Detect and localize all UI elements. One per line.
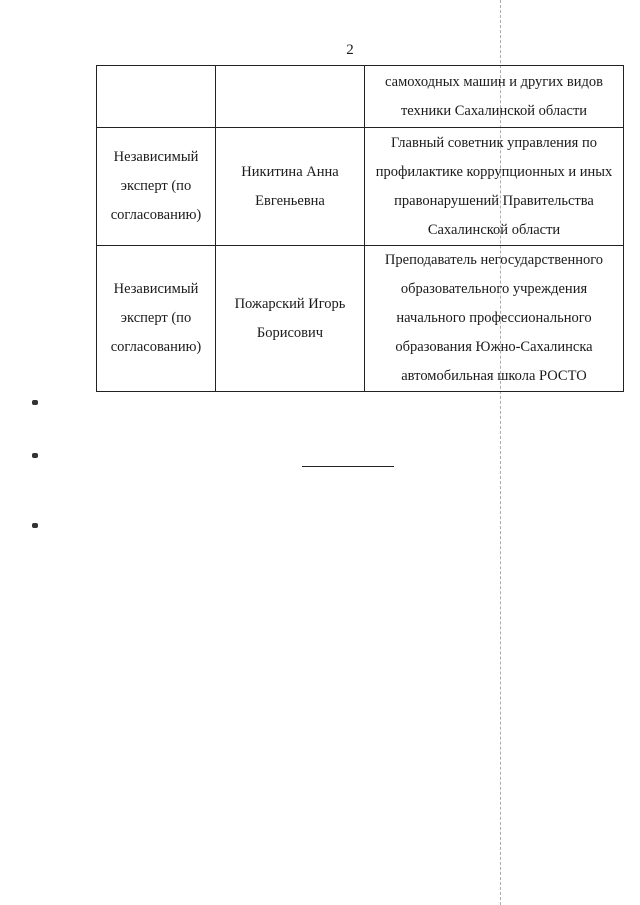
position-cell: Главный советник управления по профилактике коррупционных и иных правонарушений Правительства Сахалинской области	[365, 128, 624, 246]
scan-speck	[32, 400, 38, 405]
page-number: 2	[346, 42, 354, 58]
role-cell: Независимый эксперт (по согласованию)	[97, 128, 216, 246]
name-cell: Пожарский Игорь Борисович	[216, 246, 365, 392]
table-row	[97, 66, 624, 128]
position-cell: Преподаватель негосударственного образовательного учреждения начального профессионального образования Южно-Сахалинска автомобильная школа РОСТО	[365, 246, 624, 392]
table-row	[97, 128, 624, 246]
commission-members-table	[96, 65, 624, 392]
scan-speck	[32, 523, 38, 528]
name-cell	[216, 66, 365, 128]
separator-line	[302, 466, 394, 467]
name-cell: Никитина Анна Евгеньевна	[216, 128, 365, 246]
position-cell: самоходных машин и других видов техники Сахалинской области	[365, 66, 624, 128]
role-cell: Независимый эксперт (по согласованию)	[97, 246, 216, 392]
scan-speck	[32, 453, 38, 458]
role-cell	[97, 66, 216, 128]
table-row	[97, 246, 624, 392]
